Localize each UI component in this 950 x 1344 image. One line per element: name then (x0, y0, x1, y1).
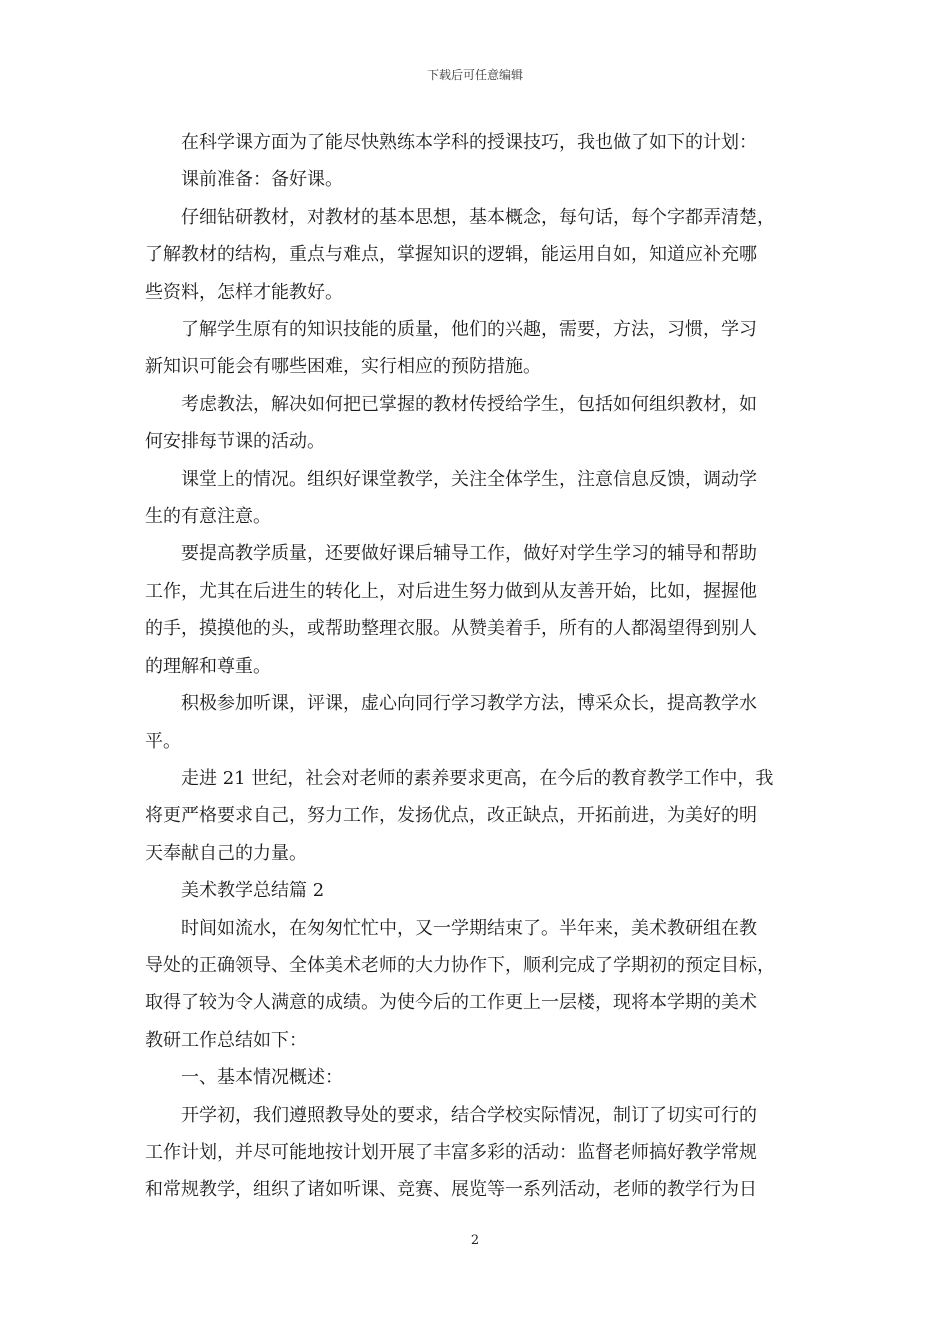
text-line: 在科学课方面为了能尽快熟练本学科的授课技巧，我也做了如下的计划： (181, 132, 757, 153)
text-line: 了解学生原有的知识技能的质量，他们的兴趣，需要，方法，习惯，学习 (181, 319, 757, 341)
text-line: 的理解和尊重。 (145, 655, 271, 677)
text-line: 的手，摸摸他的头，或帮助整理衣服。从赞美着手，所有的人都渴望得到别人 (145, 618, 757, 640)
text-line: 生的有意注意。 (145, 506, 271, 528)
text-line: 时间如流水，在匆匆忙忙中，又一学期结束了。半年来，美术教研组在教 (181, 917, 757, 939)
text-line: 了解教材的结构，重点与难点，掌握知识的逻辑，能运用自如，知道应补充哪 (145, 244, 757, 266)
paragraph (145, 760, 810, 872)
text-line: 积极参加听课，评课，虚心向同行学习教学方法，博采众长，提高教学水 (181, 693, 757, 715)
text-line: 些资料，怎样才能教好。 (145, 281, 343, 303)
text-line: 考虑教法，解决如何把已掌握的教材传授给学生，包括如何组织教材，如 (181, 393, 757, 415)
paragraph (145, 199, 810, 311)
paragraph (145, 1059, 810, 1096)
text-line: 走进 21 世纪，社会对老师的素养要求更高，在今后的教育教学工作中，我 (181, 767, 774, 789)
text-line: 工作，尤其在后进生的转化上，对后进生努力做到从友善开始，比如，握握他 (145, 580, 757, 602)
paragraph (145, 311, 810, 386)
text-line: 新知识可能会有哪些困难，实行相应的预防措施。 (145, 356, 541, 378)
text-line: 课堂上的情况。组织好课堂教学，关注全体学生，注意信息反馈，调动学 (181, 468, 757, 490)
text-line: 导处的正确领导、全体美术老师的大力协作下，顺利完成了学期初的预定目标， (145, 954, 775, 976)
paragraph (145, 386, 810, 461)
text-line: 取得了较为令人满意的成绩。为使今后的工作更上一层楼，现将本学期的美术 (145, 992, 757, 1014)
paragraph (145, 872, 810, 909)
text-line: 开学初，我们遵照教导处的要求，结合学校实际情况，制订了切实可行的 (181, 1104, 757, 1126)
page-header: 下载后可任意编辑 (426, 68, 523, 82)
paragraph (145, 685, 810, 760)
text-line: 要提高教学质量，还要做好课后辅导工作，做好对学生学习的辅导和帮助 (181, 543, 757, 565)
text-line: 工作计划，并尽可能地按计划开展了丰富多彩的活动：监督老师搞好教学常规 (145, 1141, 757, 1163)
text-line: 和常规教学，组织了诸如听课、竞赛、展览等一系列活动，老师的教学行为日 (145, 1179, 757, 1201)
paragraph (145, 1097, 810, 1209)
paragraph (145, 461, 810, 536)
page-number: 2 (470, 1233, 480, 1248)
text-line: 将更严格要求自己，努力工作，发扬优点，改正缺点，开拓前进，为美好的明 (145, 805, 757, 827)
text-line: 天奉献自己的力量。 (145, 842, 307, 864)
text-line: 教研工作总结如下： (145, 1029, 307, 1051)
text-line: 一、基本情况概述： (181, 1067, 343, 1089)
document-body (145, 124, 810, 1209)
paragraph (145, 124, 810, 161)
paragraph (145, 910, 810, 1060)
text-line: 课前准备：备好课。 (181, 169, 343, 191)
paragraph (145, 535, 810, 685)
text-line: 平。 (145, 730, 181, 752)
text-line: 何安排每节课的活动。 (145, 431, 325, 453)
paragraph (145, 161, 810, 198)
text-line: 美术教学总结篇 2 (181, 880, 325, 902)
text-line: 仔细钻研教材，对教材的基本思想，基本概念，每句话，每个字都弄清楚， (181, 206, 775, 228)
